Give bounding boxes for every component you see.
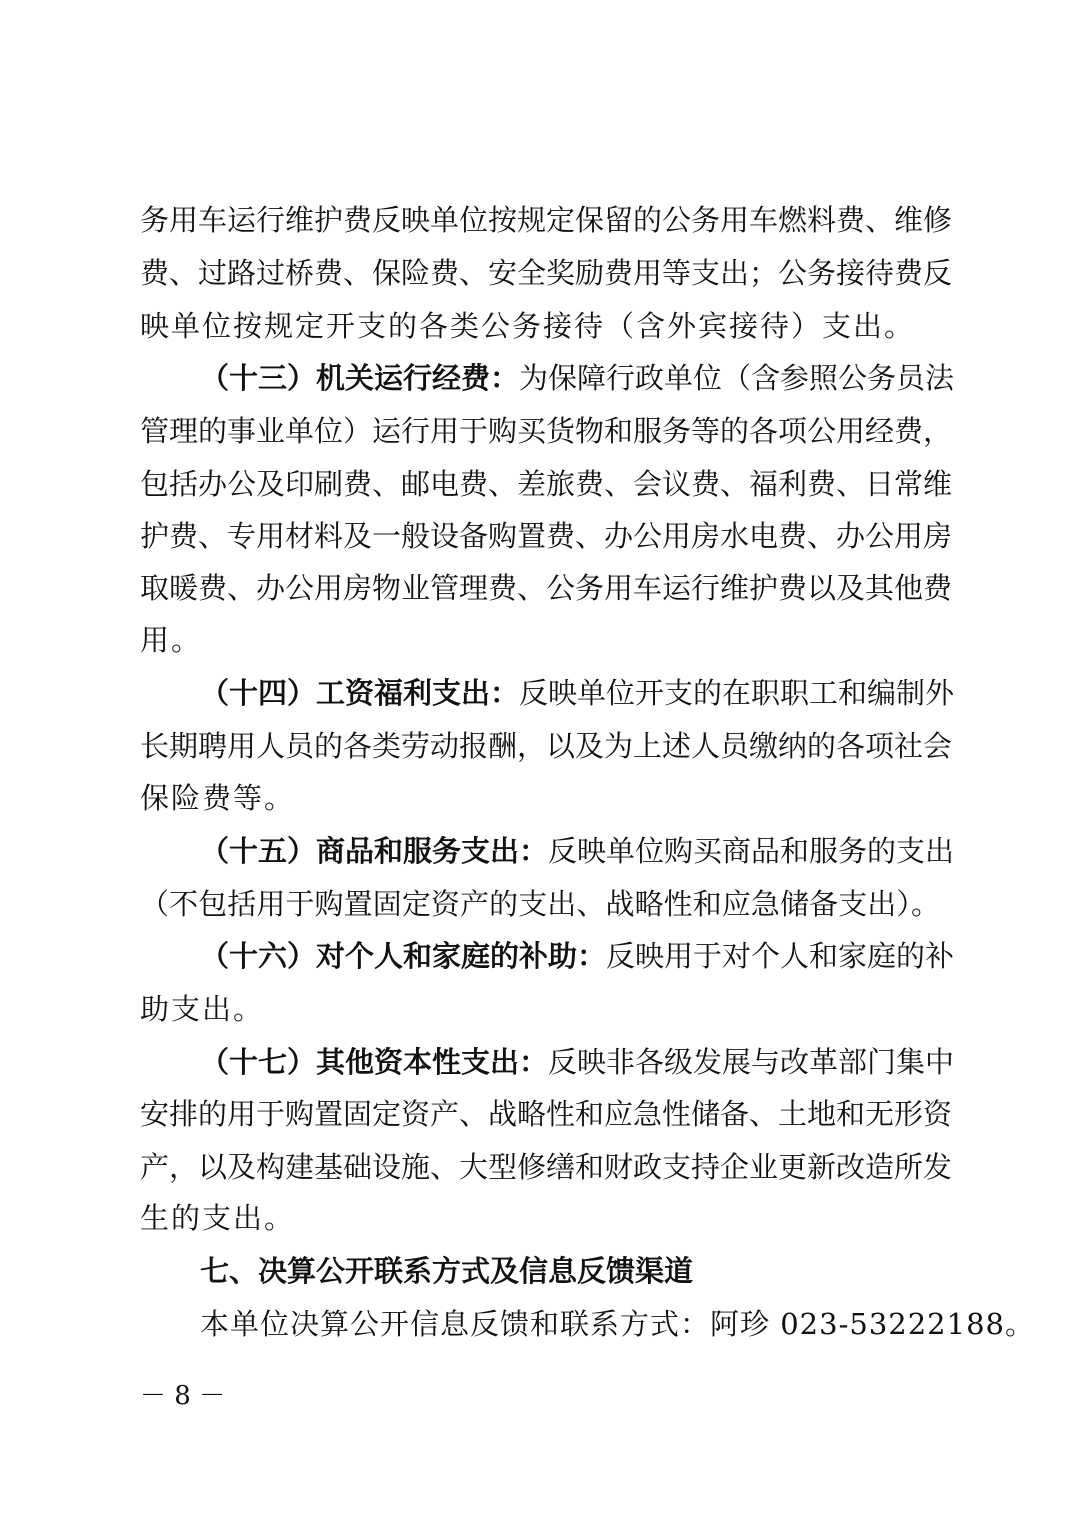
paragraph-text: 反映非各级发展与改革部门集中: [548, 1045, 955, 1079]
text-line: 映单位按规定开支的各类公务接待（含外宾接待）支出。: [140, 309, 916, 343]
paragraph-text: 反映用于对个人和家庭的补: [606, 939, 955, 973]
paragraph-first-line: [200, 358, 955, 398]
paragraph-first-line: [200, 831, 955, 871]
paragraph-term: （十四）工资福利支出：: [200, 676, 520, 710]
text-line: 产，以及构建基础设施、大型修缮和财政支持企业更新改造所发: [140, 1150, 953, 1184]
paragraph-text: 为保障行政单位（含参照公务员法: [519, 361, 955, 395]
contact-line: 本单位决算公开信息反馈和联系方式：阿珍 023-53222188。: [200, 1307, 1035, 1341]
text-line: 护费、专用材料及一般设备购置费、办公用房水电费、办公用房: [140, 519, 953, 553]
paragraph-first-line: [200, 1042, 955, 1082]
text-line: 取暖费、办公用房物业管理费、公务用车运行维护费以及其他费: [140, 571, 953, 605]
text-line: 长期聘用人员的各类劳动报酬，以及为上述人员缴纳的各项社会: [140, 729, 953, 763]
paragraph-term: （十七）其他资本性支出：: [200, 1045, 549, 1079]
paragraph-term: （十五）商品和服务支出：: [200, 834, 549, 868]
paragraph-term: （十六）对个人和家庭的补助：: [200, 939, 607, 973]
text-line: （不包括用于购置固定资产的支出、战略性和应急储备支出）。: [140, 887, 940, 921]
text-line: 生的支出。: [140, 1201, 296, 1235]
text-line: 费、过路过桥费、保险费、安全奖励费用等支出；公务接待费反: [140, 256, 953, 290]
paragraph-text: 反映单位购买商品和服务的支出: [548, 834, 955, 868]
text-line: 助支出。: [140, 992, 265, 1026]
paragraph-text: 反映单位开支的在职职工和编制外: [519, 676, 955, 710]
text-line: 管理的事业单位）运行用于购买货物和服务等的各项公用经费，: [140, 414, 953, 448]
text-line: 保险费等。: [140, 781, 296, 815]
page-number: － 8 －: [140, 1381, 226, 1411]
section-heading: 七、决算公开联系方式及信息反馈渠道: [200, 1254, 694, 1288]
text-line: 包括办公及印刷费、邮电费、差旅费、会议费、福利费、日常维: [140, 467, 953, 501]
text-line: 安排的用于购置固定资产、战略性和应急性储备、土地和无形资: [140, 1097, 953, 1131]
paragraph-first-line: [200, 673, 955, 713]
paragraph-first-line: [200, 936, 955, 976]
text-line: 务用车运行维护费反映单位按规定保留的公务用车燃料费、维修: [140, 203, 953, 237]
text-line: 用。: [140, 623, 203, 657]
paragraph-term: （十三）机关运行经费：: [200, 361, 520, 395]
